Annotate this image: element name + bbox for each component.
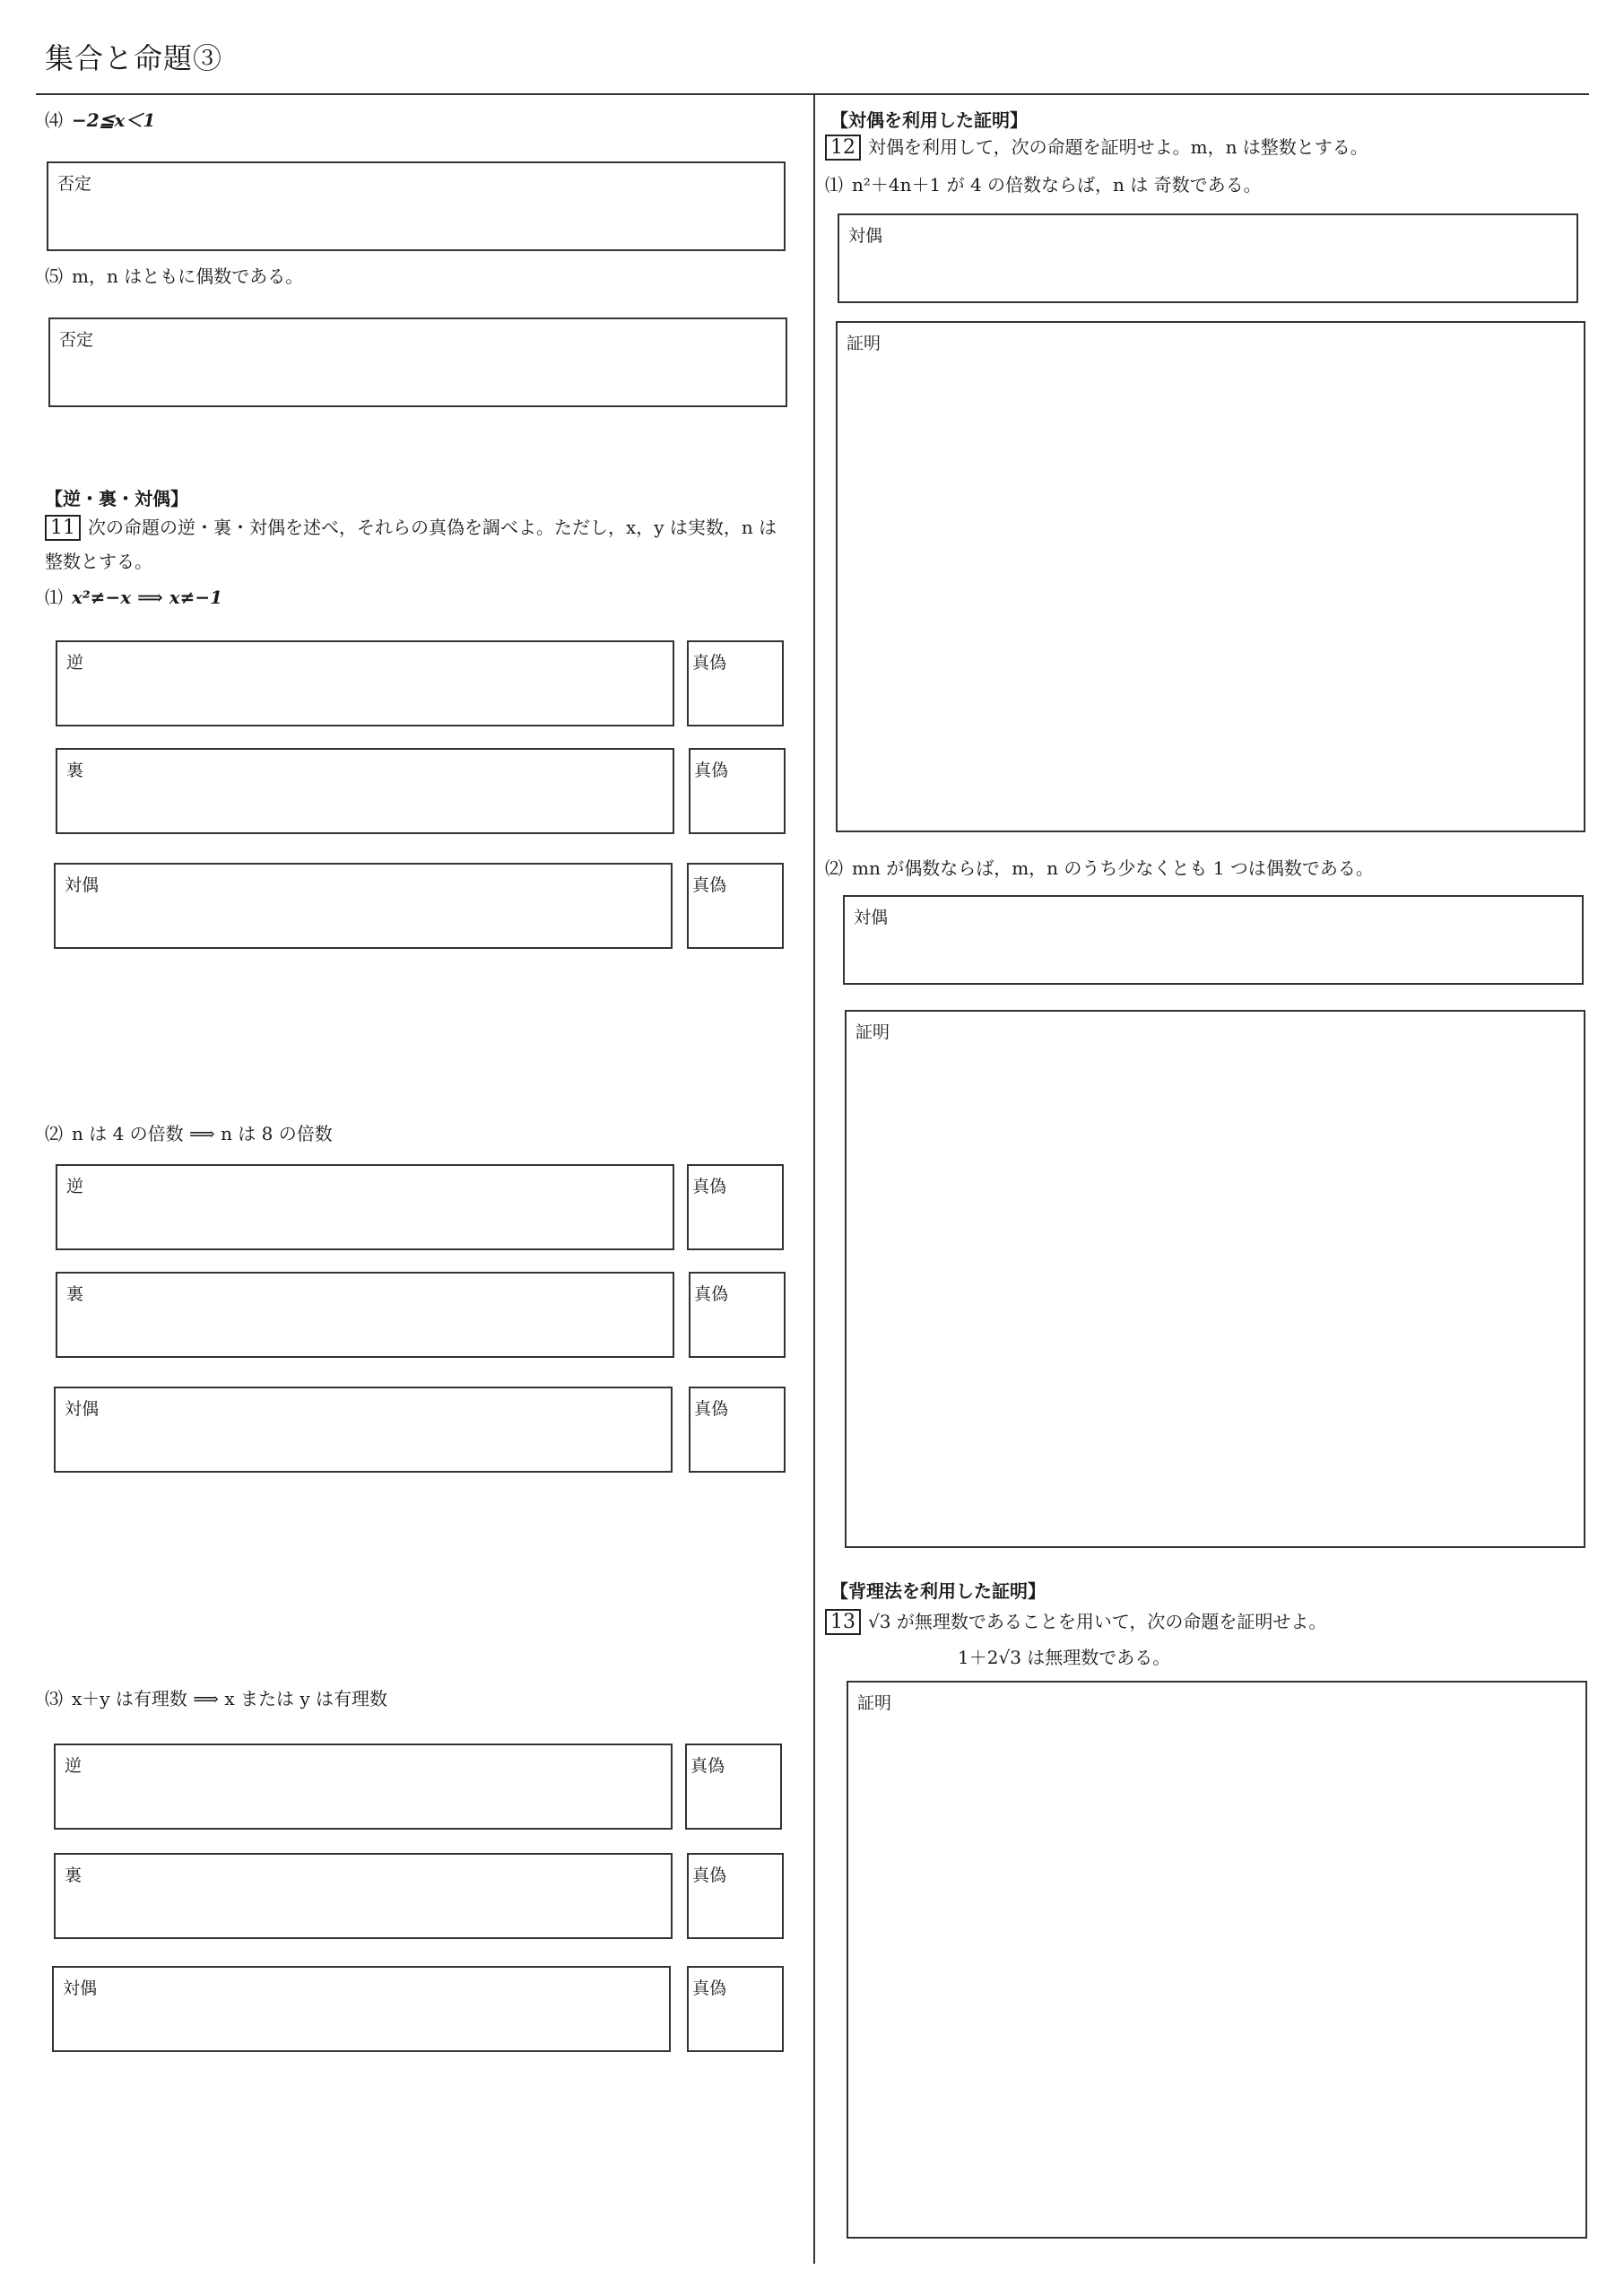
question-12-2: ⑵ mn が偶数ならば，m，n のうち少なくとも 1 つは偶数である。 (825, 857, 1374, 879)
truth-box[interactable]: 真偽 (689, 1272, 786, 1358)
truth-box[interactable]: 真偽 (687, 640, 784, 726)
question-11-1: ⑴ x²≠−x ⟹ x≠−1 (45, 587, 223, 608)
section-12-heading: 【対偶を利用した証明】 (830, 109, 1028, 131)
contrapositive-box[interactable]: 対偶 (54, 1387, 673, 1473)
column-divider (813, 93, 815, 2264)
truth-box[interactable]: 真偽 (687, 1966, 784, 2052)
section-13-instruction: 13 √3 が無理数であることを用いて，次の命題を証明せよ。 (825, 1611, 1326, 1634)
negation-label: 否定 (57, 174, 92, 194)
question-11-3: ⑶ x＋y は有理数 ⟹ x または y は有理数 (45, 1688, 387, 1709)
contrapositive-box[interactable]: 対偶 (52, 1966, 671, 2052)
problem-number-11: 11 (45, 515, 81, 541)
header-divider (36, 93, 1589, 95)
inverse-box[interactable]: 裏 (56, 748, 674, 834)
truth-box[interactable]: 真偽 (687, 1853, 784, 1939)
section-11-heading: 【逆・裏・対偶】 (45, 488, 188, 509)
problem-number-12: 12 (825, 135, 861, 161)
question-11-2: ⑵ n は 4 の倍数 ⟹ n は 8 の倍数 (45, 1123, 333, 1144)
section-11-instruction: 11 次の命題の逆・裏・対偶を述べ，それらの真偽を調べよ。ただし，x，y は実数，n は (45, 517, 777, 540)
question-12-1: ⑴ n²＋4n＋1 が 4 の倍数ならば，n は 奇数である。 (825, 174, 1262, 196)
converse-box[interactable]: 逆 (54, 1744, 673, 1830)
proof-box-12-2[interactable]: 証明 (845, 1010, 1585, 1548)
truth-box[interactable]: 真偽 (685, 1744, 782, 1830)
truth-box[interactable]: 真偽 (687, 1164, 784, 1250)
proof-box-13[interactable]: 証明 (847, 1681, 1587, 2239)
section-13-heading: 【背理法を利用した証明】 (830, 1580, 1046, 1602)
negation-box-4[interactable] (47, 161, 786, 251)
question-4: ⑷ −2≦x＜1 (45, 109, 156, 131)
truth-box[interactable]: 真偽 (689, 748, 786, 834)
inverse-box[interactable]: 裏 (54, 1853, 673, 1939)
question-5: ⑸ m，n はともに偶数である。 (45, 265, 304, 287)
section-11-instruction-cont: 整数とする。 (45, 551, 152, 572)
converse-box[interactable]: 逆 (56, 640, 674, 726)
contrapositive-box[interactable]: 対偶 (54, 863, 673, 949)
negation-label: 否定 (59, 330, 94, 350)
truth-box[interactable]: 真偽 (689, 1387, 786, 1473)
converse-box[interactable]: 逆 (56, 1164, 674, 1250)
section-12-instruction: 12 対偶を利用して，次の命題を証明せよ。m，n は整数とする。 (825, 136, 1368, 160)
contrapositive-box-12-2[interactable]: 対偶 (843, 895, 1584, 985)
section-13-statement: 1＋2√3 は無理数である。 (958, 1647, 1171, 1668)
contrapositive-box-12-1[interactable]: 対偶 (838, 213, 1578, 303)
proof-box-12-1[interactable]: 証明 (836, 321, 1585, 832)
negation-box-5[interactable] (48, 317, 787, 407)
inverse-box[interactable]: 裏 (56, 1272, 674, 1358)
page-title: 集合と命題③ (45, 41, 223, 75)
problem-number-13: 13 (825, 1609, 861, 1635)
truth-box[interactable]: 真偽 (687, 863, 784, 949)
